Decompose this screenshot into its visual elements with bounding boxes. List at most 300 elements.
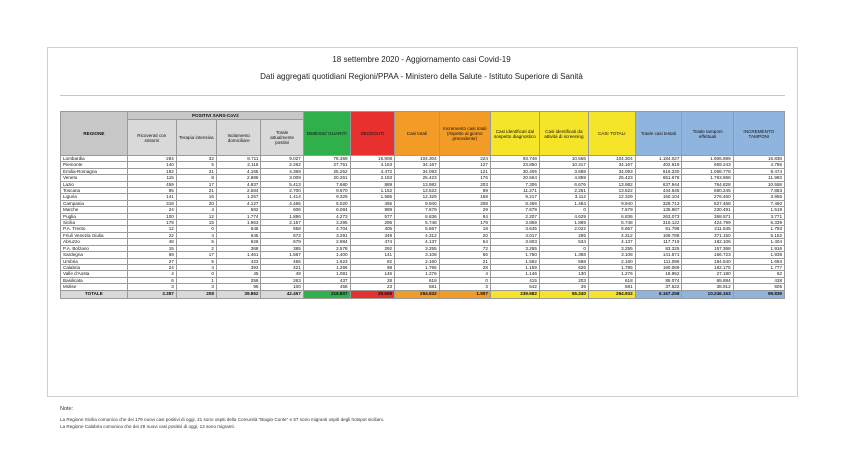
region-cell: Sicilia [61, 220, 128, 226]
value-cell: 2.157 [261, 220, 303, 226]
value-cell: 4.704 [303, 226, 350, 232]
value-cell: 1.276 [588, 271, 635, 277]
value-cell: 1.184.027 [635, 156, 682, 162]
value-cell: 1.461 [216, 252, 261, 258]
value-cell: 83.325 [635, 245, 682, 251]
value-cell: 568 [539, 258, 588, 264]
value-cell: 1.484 [539, 200, 588, 206]
total-value: 99.839 [733, 290, 784, 298]
value-cell: 1.963 [216, 220, 261, 226]
value-cell: 263.073 [635, 213, 682, 219]
value-cell: 4 [176, 207, 216, 213]
value-cell: 328.713 [635, 200, 682, 206]
value-cell: 7.679 [490, 207, 539, 213]
value-cell: 93.748 [490, 156, 539, 162]
value-cell: 4 [176, 232, 216, 238]
value-cell: 5.748 [395, 220, 440, 226]
value-cell: 3.859 [490, 220, 539, 226]
value-cell: 5.152 [733, 232, 784, 238]
value-cell: 4 [176, 264, 216, 270]
value-cell: 6.836 [395, 213, 440, 219]
value-cell: 1.938 [733, 252, 784, 258]
value-cell: 3.295 [303, 220, 350, 226]
value-cell: 13.522 [395, 188, 440, 194]
value-cell: 1.567 [261, 252, 303, 258]
value-cell: 15 [176, 220, 216, 226]
value-cell: 637.944 [635, 181, 682, 187]
value-cell: 2 [176, 245, 216, 251]
value-cell: 9.940 [395, 200, 440, 206]
value-cell: 368.571 [682, 213, 733, 219]
value-cell: 1.906.889 [682, 156, 733, 162]
total-row [61, 290, 785, 298]
value-cell: 889 [350, 181, 395, 187]
value-cell: 39 [539, 284, 588, 290]
value-cell: 4.859 [539, 175, 588, 181]
region-cell: Liguria [61, 194, 128, 200]
value-cell: 10.317 [539, 162, 588, 168]
value-cell: 438 [733, 277, 784, 283]
value-cell: 1.916 [733, 245, 784, 251]
value-cell: 527.468 [682, 200, 733, 206]
value-cell: 1.785 [395, 264, 440, 270]
value-cell: 34.167 [395, 162, 440, 168]
header-tamponi: Totale tamponi effettuati [682, 112, 733, 156]
value-cell: 0 [539, 207, 588, 213]
value-cell: 208 [439, 200, 490, 206]
value-cell: 1.785 [588, 264, 635, 270]
value-cell: 179 [127, 220, 176, 226]
value-cell: 23.850 [490, 162, 539, 168]
region-cell: Lombardia [61, 156, 128, 162]
total-value: 294.932 [588, 290, 635, 298]
value-cell: 1.400 [303, 252, 350, 258]
value-cell: 182 [127, 168, 176, 174]
value-cell: 3 [127, 284, 176, 290]
value-cell: 989 [350, 207, 395, 213]
value-cell: 581 [395, 284, 440, 290]
value-cell: 577 [350, 213, 395, 219]
value-cell: 4.472 [350, 168, 395, 174]
value-cell: 16.908 [350, 156, 395, 162]
value-cell: 3.255 [395, 245, 440, 251]
value-cell: 115 [127, 175, 176, 181]
header-screening: Casi identificati da attività di screening [539, 112, 588, 156]
value-cell: 5 [176, 162, 216, 168]
value-cell: 4.137 [395, 239, 440, 245]
header-ricoverati: Ricoverati con sintomi [127, 120, 176, 156]
value-cell: 423 [216, 258, 261, 264]
region-cell: P.A. Bolzano [61, 245, 128, 251]
value-cell: 85.074 [635, 277, 682, 283]
value-cell: 1.146 [490, 271, 539, 277]
value-cell: 2.700 [261, 188, 303, 194]
value-cell: 295 [539, 232, 588, 238]
value-cell: 1.414 [261, 194, 303, 200]
value-cell: 20 [439, 232, 490, 238]
value-cell: 1.276 [395, 271, 440, 277]
value-cell: 505 [733, 284, 784, 290]
value-cell: 558 [261, 226, 303, 232]
header-positivi-group: POSITIVI SARS-CoV2 [127, 112, 303, 120]
value-cell: 455 [350, 200, 395, 206]
notes-title: Note: [60, 406, 74, 412]
value-cell: 1.750 [490, 252, 539, 258]
value-cell: 65.884 [682, 277, 733, 283]
value-cell: 3.688 [539, 168, 588, 174]
value-cell: 1.266 [303, 264, 350, 270]
value-cell: 45 [216, 271, 261, 277]
value-cell: 1.592 [490, 258, 539, 264]
value-cell: 534 [539, 239, 588, 245]
value-cell: 224 [439, 156, 490, 162]
region-cell: Molise [61, 284, 128, 290]
value-cell: 2.160 [395, 258, 440, 264]
value-cell: 616.330 [635, 168, 682, 174]
value-cell: 618 [588, 277, 635, 283]
value-cell: 121 [439, 168, 490, 174]
value-cell: 12 [127, 226, 176, 232]
value-cell: 1.257 [216, 194, 261, 200]
value-cell: 318 [127, 200, 176, 206]
value-cell: 9.329 [303, 194, 350, 200]
region-cell: Veneto [61, 175, 128, 181]
total-value: 10.246.163 [682, 290, 733, 298]
region-cell: Basilicata [61, 277, 128, 283]
value-cell: 4 [439, 271, 490, 277]
region-cell: Valle d'Aosta [61, 271, 128, 277]
value-cell: 1 [176, 277, 216, 283]
value-cell: 4.369 [261, 168, 303, 174]
value-cell: 276.460 [682, 194, 733, 200]
header-casi-totali: Casi totali [395, 112, 440, 156]
value-cell: 3.108 [588, 252, 635, 258]
value-cell: 91.798 [635, 226, 682, 232]
value-cell: 1.763.868 [682, 175, 733, 181]
total-value: 239.682 [490, 290, 539, 298]
value-cell: 8 [176, 175, 216, 181]
value-cell: 12 [176, 213, 216, 219]
value-cell: 82 [350, 258, 395, 264]
value-cell: 104.304 [395, 156, 440, 162]
value-cell: 7.306 [490, 181, 539, 187]
value-cell: 256 [216, 277, 261, 283]
value-cell: 157.368 [682, 245, 733, 251]
value-cell: 140 [127, 162, 176, 168]
region-cell: P.A. Trento [61, 226, 128, 232]
value-cell: 8.711 [216, 156, 261, 162]
value-cell: 1.152 [350, 188, 395, 194]
header-casi-testati: Totale casi testati [635, 112, 682, 156]
value-cell: 7.679 [395, 207, 440, 213]
value-cell: 84 [439, 213, 490, 219]
value-cell: 10.556 [539, 156, 588, 162]
header-incremento-tamponi: INCREMENTO TAMPONI [733, 112, 784, 156]
value-cell: 402.619 [635, 162, 682, 168]
value-cell: 182.106 [682, 239, 733, 245]
value-cell: 17 [176, 252, 216, 258]
cases-table [60, 111, 785, 299]
value-cell: 78.369 [303, 156, 350, 162]
notes-section [60, 406, 760, 430]
value-cell: 1.777 [733, 264, 784, 270]
value-cell: 95 [127, 188, 176, 194]
value-cell: 111.096 [635, 258, 682, 264]
value-cell: 3 [439, 284, 490, 290]
value-cell: 180.069 [635, 264, 682, 270]
value-cell: 0 [539, 245, 588, 251]
value-cell: 2.160 [588, 258, 635, 264]
value-cell: 1.404 [733, 239, 784, 245]
value-cell: 32 [176, 156, 216, 162]
cases-table-container [60, 111, 785, 299]
value-cell: 368 [216, 245, 261, 251]
value-cell: 12.329 [395, 194, 440, 200]
value-cell: 546 [216, 226, 261, 232]
total-value: 55.240 [539, 290, 588, 298]
value-cell: 459 [127, 181, 176, 187]
value-cell: 211.645 [682, 226, 733, 232]
value-cell: 581 [588, 284, 635, 290]
value-cell: 4.312 [588, 232, 635, 238]
value-cell: 5.667 [588, 226, 635, 232]
value-cell: 660.245 [682, 188, 733, 194]
value-cell: 606 [261, 207, 303, 213]
value-cell: 0 [439, 277, 490, 283]
value-cell: 20.261 [303, 175, 350, 181]
region-cell: Toscana [61, 188, 128, 194]
value-cell: 1.886 [261, 213, 303, 219]
region-cell: Sardegna [61, 252, 128, 258]
value-cell: 89 [127, 252, 176, 258]
value-cell: 651.678 [635, 175, 682, 181]
value-cell: 7.883 [733, 188, 784, 194]
table-row [61, 162, 785, 168]
header-dimessi: DIMESSI/ GUARITI [303, 112, 350, 156]
value-cell: 179 [439, 220, 490, 226]
value-cell: 474 [350, 239, 395, 245]
value-cell: 25.423 [395, 175, 440, 181]
value-cell: 2.578 [303, 245, 350, 251]
value-cell: 34.167 [588, 162, 635, 168]
header-isolamento: Isolamento domiciliare [216, 120, 261, 156]
region-cell: Puglia [61, 213, 128, 219]
value-cell: 25.423 [588, 175, 635, 181]
header-terapia-intensiva: Terapia intensiva [176, 120, 216, 156]
value-cell: 34.093 [588, 168, 635, 174]
value-cell: 437 [303, 277, 350, 283]
value-cell: 4.166 [216, 168, 261, 174]
note-line: La Regione Sicilia comunica che dei 179 nuovi casi positivi di oggi, 21 sono ospiti della Comunità "Biagio Conte" e 57 sono migranti ospiti degli hotspot siciliani. [60, 417, 384, 422]
value-cell: 415 [490, 277, 539, 283]
value-cell: 3.291 [303, 232, 350, 238]
value-cell: 203 [439, 181, 490, 187]
value-cell: 13.982 [588, 181, 635, 187]
value-cell: 542 [490, 284, 539, 290]
value-cell: 659.243 [682, 162, 733, 168]
value-cell: 296 [350, 220, 395, 226]
value-cell: 3.955 [733, 194, 784, 200]
value-cell: 30.405 [490, 168, 539, 174]
value-cell: 27 [127, 258, 176, 264]
value-cell: 24 [127, 264, 176, 270]
value-cell: 2.153 [350, 175, 395, 181]
value-cell: 150.104 [635, 194, 682, 200]
header-sospetto-diagnostico: Casi identificati dal sospetto diagnostico [490, 112, 539, 156]
value-cell: 2.022 [539, 226, 588, 232]
page-title: 18 settembre 2020 - Aggiornamento casi Covid-19 [332, 55, 511, 64]
region-cell: Umbria [61, 258, 128, 264]
total-value: 1.907 [439, 290, 490, 298]
value-cell: 7.460 [733, 200, 784, 206]
value-cell: 13.982 [395, 181, 440, 187]
value-cell: 141.571 [635, 252, 682, 258]
value-cell: 10.558 [733, 181, 784, 187]
value-cell: 393 [216, 264, 261, 270]
value-cell: 3.645 [490, 226, 539, 232]
value-cell: 184.540 [682, 258, 733, 264]
value-cell: 5.413 [261, 181, 303, 187]
total-value: 42.457 [261, 290, 303, 298]
value-cell: 7.680 [303, 181, 350, 187]
region-cell: Campania [61, 200, 128, 206]
value-cell: 18.952 [635, 271, 682, 277]
value-cell: 48 [127, 239, 176, 245]
value-cell: 24 [127, 207, 176, 213]
value-cell: 21 [176, 188, 216, 194]
total-value: 2.387 [127, 290, 176, 298]
value-cell: 2.262 [261, 162, 303, 168]
total-value: 208 [176, 290, 216, 298]
value-cell: 4.465 [261, 200, 303, 206]
value-cell: 166.723 [682, 252, 733, 258]
value-cell: 9.474 [733, 168, 784, 174]
value-cell: 2.116 [216, 162, 261, 168]
value-cell: 455 [261, 258, 303, 264]
value-cell: 5 [176, 258, 216, 264]
value-cell: 4.137 [588, 239, 635, 245]
table-row [61, 156, 785, 162]
value-cell: 21 [176, 168, 216, 174]
value-cell: 22 [127, 232, 176, 238]
value-cell: 316.122 [635, 220, 682, 226]
total-value: 35.668 [350, 290, 395, 298]
value-cell: 1.774 [216, 213, 261, 219]
region-cell: Marche [61, 207, 128, 213]
value-cell: 18 [439, 226, 490, 232]
value-cell: 27.751 [303, 162, 350, 168]
region-cell: Abruzzo [61, 239, 128, 245]
header-incremento-casi: Incremento casi totali (rispetto al giorno precedente) [439, 112, 490, 156]
value-cell: 37.522 [635, 284, 682, 290]
value-cell: 4.017 [490, 232, 539, 238]
value-cell: 4.153 [350, 162, 395, 168]
table-row [61, 188, 785, 194]
value-cell: 2.584 [216, 188, 261, 194]
value-cell: 1.519 [733, 207, 784, 213]
value-cell: 6.676 [539, 181, 588, 187]
table-row [61, 168, 785, 174]
value-cell: 16.838 [733, 156, 784, 162]
value-cell: 23 [350, 284, 395, 290]
value-cell: 8.456 [490, 200, 539, 206]
value-cell: 89 [439, 188, 490, 194]
value-cell: 9.670 [303, 188, 350, 194]
value-cell: 117.719 [635, 239, 682, 245]
value-cell: 0 [176, 226, 216, 232]
value-cell: 3.255 [588, 245, 635, 251]
value-cell: 3 [176, 284, 216, 290]
value-cell: 646 [216, 232, 261, 238]
value-cell: 1.793 [733, 226, 784, 232]
value-cell: 764.828 [682, 181, 733, 187]
title-divider [60, 95, 785, 96]
value-cell: 424.799 [682, 220, 733, 226]
value-cell: 7.679 [588, 207, 635, 213]
value-cell: 72 [439, 245, 490, 251]
value-cell: 11.983 [733, 175, 784, 181]
value-cell: 444.645 [635, 188, 682, 194]
region-cell: Emilia-Romagna [61, 168, 128, 174]
value-cell: 371.150 [682, 232, 733, 238]
value-cell: 5 [176, 239, 216, 245]
table-body [61, 156, 785, 291]
value-cell: 20.564 [490, 175, 539, 181]
value-cell: 4.273 [303, 213, 350, 219]
value-cell: 618 [395, 277, 440, 283]
table-row [61, 181, 785, 187]
value-cell: 405 [350, 226, 395, 232]
value-cell: 182.175 [682, 264, 733, 270]
value-cell: 1.694 [733, 258, 784, 264]
value-cell: 13.522 [588, 188, 635, 194]
value-cell: 5.748 [588, 220, 635, 226]
value-cell: 284 [127, 156, 176, 162]
value-cell: 4.937 [216, 181, 261, 187]
value-cell: 100 [261, 284, 303, 290]
value-cell: 29 [439, 207, 490, 213]
value-cell: 2.984 [303, 239, 350, 245]
total-value: 294.932 [395, 290, 440, 298]
value-cell: 15 [127, 245, 176, 251]
region-cell: Piemonte [61, 162, 128, 168]
value-cell: 6.836 [588, 213, 635, 219]
value-cell: 292 [350, 245, 395, 251]
value-cell: 203 [539, 277, 588, 283]
header-regione: REGIONE [61, 112, 128, 156]
value-cell: 38.912 [682, 284, 733, 290]
value-cell: 141 [127, 194, 176, 200]
value-cell: 158 [439, 194, 490, 200]
region-cell: Calabria [61, 264, 128, 270]
value-cell: 127 [439, 162, 490, 168]
value-cell: 2.251 [539, 188, 588, 194]
value-cell: 130 [539, 271, 588, 277]
value-cell: 5.667 [395, 226, 440, 232]
value-cell: 27.180 [682, 271, 733, 277]
value-cell: 28 [350, 277, 395, 283]
value-cell: 3.603 [490, 239, 539, 245]
value-cell: 263 [261, 277, 303, 283]
value-cell: 54 [439, 239, 490, 245]
value-cell: 169.788 [635, 232, 682, 238]
value-cell: 1.068.778 [682, 168, 733, 174]
total-value: 6.167.258 [635, 290, 682, 298]
value-cell: 104.304 [588, 156, 635, 162]
value-cell: 1.889 [539, 220, 588, 226]
value-cell: 28 [439, 264, 490, 270]
value-cell: 679 [261, 239, 303, 245]
